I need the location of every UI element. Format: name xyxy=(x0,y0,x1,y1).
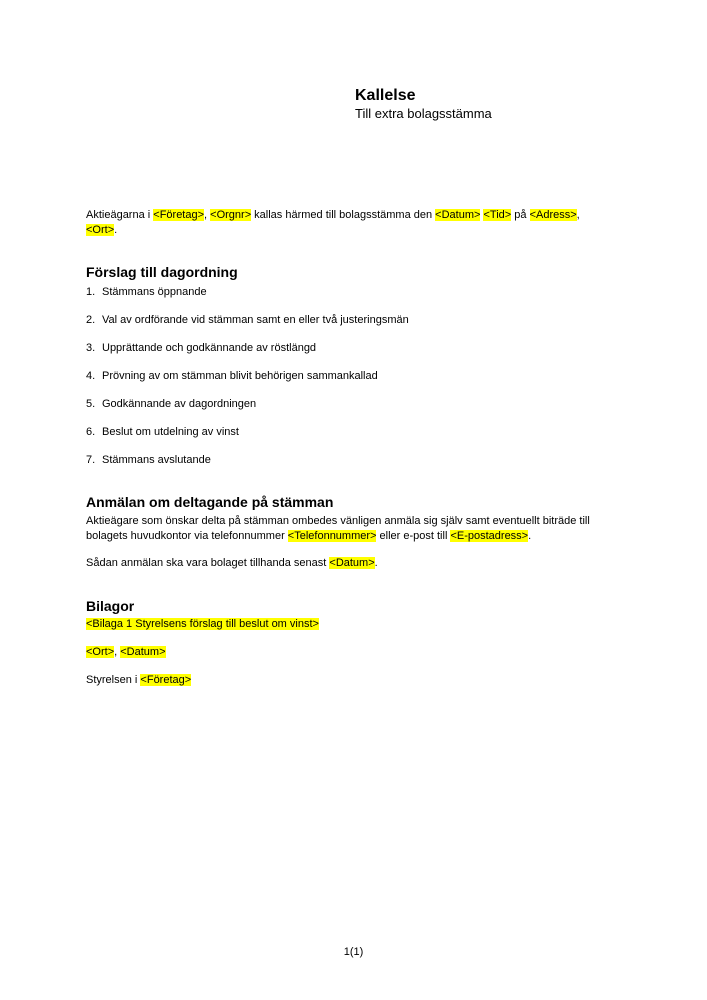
registration-deadline xyxy=(86,556,626,571)
placeholder-deadline-date: <Datum> xyxy=(329,557,375,569)
agenda-item-text: Stämmans avslutande xyxy=(102,454,211,466)
agenda-item xyxy=(86,397,626,425)
title-block xyxy=(355,86,492,122)
placeholder-signature-company: <Företag> xyxy=(140,674,192,686)
document-subtitle: Till extra bolagsstämma xyxy=(355,106,492,121)
agenda-item-text: Prövning av om stämman blivit behörigen sammankallad xyxy=(102,370,378,382)
agenda-item xyxy=(86,369,626,397)
intro-text: kallas härmed till bolagsstämma den xyxy=(251,209,436,221)
document-title: Kallelse xyxy=(355,87,416,104)
agenda-item-text: Stämmans öppnande xyxy=(102,286,207,298)
placeholder-city: <Ort> xyxy=(86,224,115,236)
registration-text: Aktieägare som önskar delta på stämman ombedes vänligen anmäla sig själv samt eventuellt biträde till bolagets huvudkontor via telefonnummer xyxy=(86,515,590,542)
agenda-item xyxy=(86,341,626,369)
registration-heading: Anmälan om deltagande på stämman xyxy=(86,494,334,510)
agenda-item-number: 3. xyxy=(86,342,96,354)
place-date-separator: , xyxy=(114,646,121,658)
signature-line xyxy=(86,673,626,688)
placeholder-date: <Datum> xyxy=(435,209,481,221)
intro-text: på xyxy=(511,209,530,221)
intro-paragraph xyxy=(86,208,626,238)
placeholder-orgnr: <Orgnr> xyxy=(210,209,252,221)
agenda-item xyxy=(86,425,626,453)
agenda-item-text: Beslut om utdelning av vinst xyxy=(102,426,239,438)
agenda-item-number: 1. xyxy=(86,286,96,298)
attachment-item xyxy=(86,617,626,632)
placeholder-sign-date: <Datum> xyxy=(120,646,166,658)
registration-deadline-text: . xyxy=(374,557,378,569)
place-date-line xyxy=(86,645,626,660)
registration-deadline-text: Sådan anmälan ska vara bolaget tillhanda senast xyxy=(86,557,330,569)
intro-text: . xyxy=(114,224,118,236)
agenda-item-number: 6. xyxy=(86,426,96,438)
signature-text: Styrelsen i xyxy=(86,674,141,686)
placeholder-address: <Adress> xyxy=(529,209,577,221)
agenda-item xyxy=(86,285,626,313)
registration-text: eller e-post till xyxy=(376,530,451,542)
agenda-item-text: Val av ordförande vid stämman samt en eller två justeringsmän xyxy=(102,314,409,326)
placeholder-phone: <Telefonnummer> xyxy=(287,530,377,542)
intro-text: Aktieägarna i xyxy=(86,209,154,221)
intro-text: , xyxy=(576,209,580,221)
attachments-heading: Bilagor xyxy=(86,598,135,614)
registration-text: . xyxy=(528,530,532,542)
intro-text: , xyxy=(204,209,211,221)
agenda-item xyxy=(86,453,626,481)
placeholder-company: <Företag> xyxy=(153,209,205,221)
agenda-item-number: 7. xyxy=(86,454,96,466)
agenda-item-text: Godkännande av dagordningen xyxy=(102,398,257,410)
placeholder-time: <Tid> xyxy=(483,209,512,221)
agenda-heading: Förslag till dagordning xyxy=(86,264,238,280)
agenda-item-number: 4. xyxy=(86,370,96,382)
placeholder-attachment: <Bilaga 1 Styrelsens förslag till beslut om vinst> xyxy=(86,618,319,630)
page-number: 1(1) xyxy=(343,946,364,958)
agenda-item-text: Upprättande och godkännande av röstlängd xyxy=(102,342,317,354)
agenda-list xyxy=(86,285,626,481)
placeholder-email: <E-postadress> xyxy=(450,530,529,542)
agenda-item xyxy=(86,313,626,341)
agenda-item-number: 2. xyxy=(86,314,96,326)
registration-paragraph xyxy=(86,514,626,544)
placeholder-place: <Ort> xyxy=(86,646,115,658)
agenda-item-number: 5. xyxy=(86,398,96,410)
